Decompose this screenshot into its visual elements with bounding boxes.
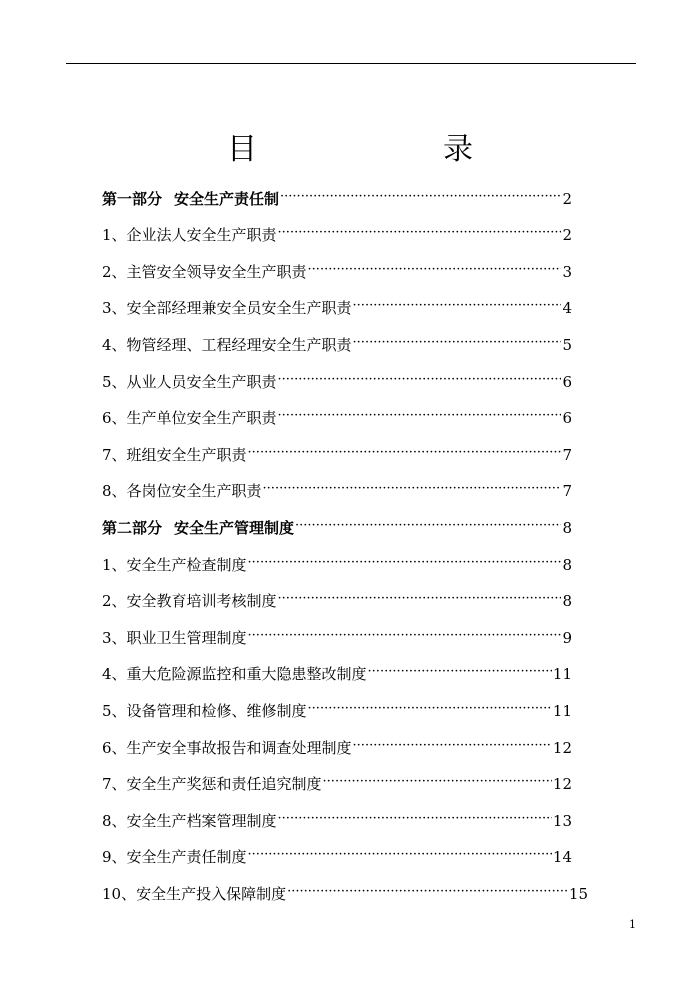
toc-page-number: 12 (552, 738, 572, 757)
toc-entry-label: 第二部分 安全生产管理制度 (102, 518, 295, 537)
toc-page-number: 11 (552, 701, 572, 720)
toc-page-number: 2 (562, 226, 572, 245)
toc-page-number: 9 (562, 628, 572, 647)
toc-entry[interactable] (102, 209, 572, 246)
toc-entry[interactable] (102, 318, 572, 355)
toc-entry-label: 8、安全生产档案管理制度 (102, 811, 277, 830)
toc-entry-label: 4、重大危险源监控和重大隐患整改制度 (102, 665, 367, 684)
toc-entry-label: 1、安全生产检查制度 (102, 555, 247, 574)
toc-entry-label: 7、安全生产奖惩和责任追究制度 (102, 775, 322, 794)
toc-page-number: 11 (552, 665, 572, 684)
header-rule (66, 63, 636, 64)
toc-entry[interactable] (102, 684, 572, 721)
toc-entry[interactable] (102, 355, 572, 392)
toc-entry[interactable] (102, 794, 572, 831)
toc-dot-leader (353, 333, 561, 353)
toc-entry[interactable] (102, 648, 572, 685)
toc-entry[interactable] (102, 575, 572, 612)
toc-entry-label: 10、安全生产投入保障制度 (102, 884, 287, 903)
toc-entry-label: 8、各岗位安全生产职责 (102, 482, 262, 501)
toc-entry-label: 3、职业卫生管理制度 (102, 628, 247, 647)
toc-entry[interactable] (102, 611, 572, 648)
table-of-contents (102, 172, 588, 904)
toc-section-2[interactable] (102, 501, 572, 538)
toc-entry[interactable] (102, 867, 588, 904)
toc-dot-leader (278, 589, 561, 609)
toc-entry-label: 2、主管安全领导安全生产职责 (102, 262, 307, 281)
toc-page-number: 5 (562, 335, 572, 354)
toc-page-number: 6 (562, 409, 572, 428)
toc-page-number: 8 (562, 555, 572, 574)
toc-dot-leader (308, 699, 552, 719)
toc-entry-label: 7、班组安全生产职责 (102, 445, 247, 464)
toc-section-1[interactable] (102, 172, 572, 209)
toc-page-number: 14 (552, 848, 572, 867)
toc-dot-leader (368, 662, 552, 682)
toc-page-number: 7 (562, 482, 572, 501)
toc-page-number: 8 (562, 518, 572, 537)
toc-dot-leader (278, 406, 561, 426)
toc-entry[interactable] (102, 831, 572, 868)
toc-entry[interactable] (102, 465, 572, 502)
toc-page-number: 3 (562, 262, 572, 281)
toc-dot-leader (323, 772, 552, 792)
toc-entry-label: 4、物管经理、工程经理安全生产职责 (102, 335, 352, 354)
toc-dot-leader (248, 443, 561, 463)
toc-page-number: 12 (552, 775, 572, 794)
toc-entry[interactable] (102, 392, 572, 429)
toc-entry[interactable] (102, 428, 572, 465)
toc-page-number: 15 (568, 884, 588, 903)
toc-dot-leader (248, 626, 561, 646)
toc-entry[interactable] (102, 282, 572, 319)
toc-entry-label: 6、生产单位安全生产职责 (102, 409, 277, 428)
toc-dot-leader (248, 845, 552, 865)
toc-entry-label: 5、从业人员安全生产职责 (102, 372, 277, 391)
toc-dot-leader (278, 370, 561, 390)
page-number: 1 (629, 918, 636, 931)
toc-entry-label: 3、安全部经理兼安全员安全生产职责 (102, 299, 352, 318)
toc-page-number: 8 (562, 592, 572, 611)
toc-page-number: 4 (562, 299, 572, 318)
toc-entry[interactable] (102, 538, 572, 575)
toc-entry-label: 第一部分 安全生产责任制 (102, 189, 280, 208)
toc-page-number: 2 (562, 189, 572, 208)
toc-page-number: 6 (562, 372, 572, 391)
toc-dot-leader (353, 736, 552, 756)
toc-dot-leader (287, 882, 568, 902)
toc-entry-label: 5、设备管理和检修、维修制度 (102, 701, 307, 720)
toc-page-number: 7 (562, 445, 572, 464)
toc-entry-label: 6、生产安全事故报告和调查处理制度 (102, 738, 352, 757)
toc-dot-leader (263, 479, 561, 499)
toc-dot-leader (278, 809, 552, 829)
toc-dot-leader (280, 187, 561, 207)
toc-entry-label: 2、安全教育培训考核制度 (102, 592, 277, 611)
toc-entry-label: 9、安全生产责任制度 (102, 848, 247, 867)
toc-entry[interactable] (102, 721, 572, 758)
toc-dot-leader (248, 553, 561, 573)
toc-page-number: 13 (552, 811, 572, 830)
toc-dot-leader (295, 516, 561, 536)
toc-title: 目 录 (227, 132, 515, 167)
toc-dot-leader (308, 260, 561, 280)
toc-entry[interactable] (102, 245, 572, 282)
toc-dot-leader (353, 296, 561, 316)
toc-dot-leader (278, 223, 561, 243)
toc-entry[interactable] (102, 758, 572, 795)
toc-entry-label: 1、企业法人安全生产职责 (102, 226, 277, 245)
